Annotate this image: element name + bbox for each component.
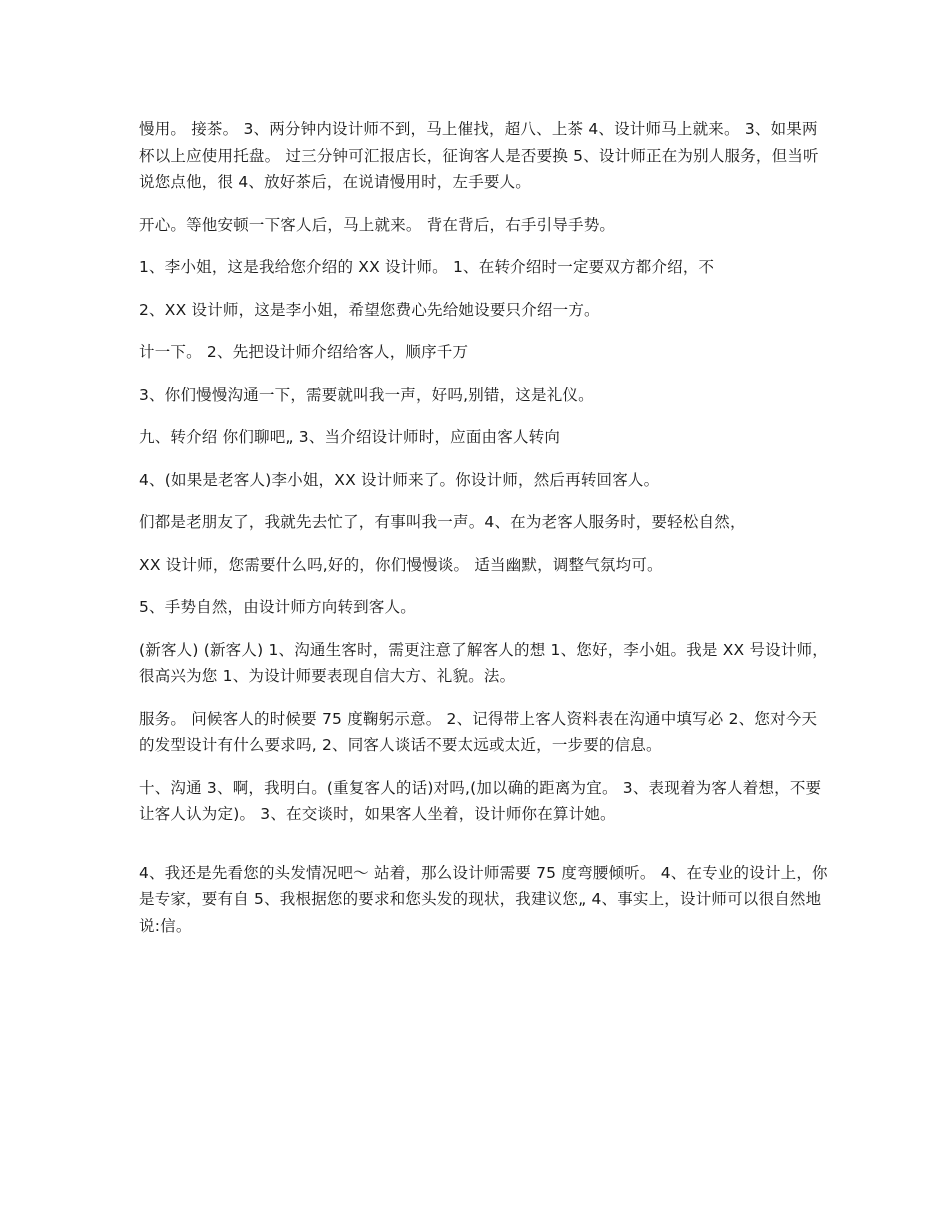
paragraph-section-nine: 九、转介绍 你们聊吧„ 3、当介绍设计师时，应面由客人转向 xyxy=(139,428,561,446)
paragraph-humor: XX 设计师，您需要什么吗,好的，你们慢慢谈。 适当幽默，调整气氛均可。 xyxy=(139,555,663,574)
paragraph-expert-advice: 4、我还是先看您的头发情况吧～ 站着，那么设计师需要 75 度弯腰倾听。 4、在专业的设计上，你是专家，要有自 5、我根据您的要求和您头发的现状，我建议您„ 4、事实上，设计师可以很自然地说:信。 xyxy=(139,863,828,935)
paragraph-intro-order: 计一下。 2、先把设计师介绍给客人，顺序千万 xyxy=(139,343,469,361)
paragraph-guide-gesture: 开心。等他安顿一下客人后，马上就来。 背在背后，右手引导手势。 xyxy=(139,215,616,234)
paragraph-old-friends: 们都是老朋友了，我就先去忙了，有事叫我一声。4、在为老客人服务时，要轻松自然， xyxy=(139,513,746,531)
paragraph-gesture: 5、手势自然，由设计师方向转到客人。 xyxy=(139,598,416,616)
paragraph-etiquette: 3、你们慢慢沟通一下，需要就叫我一声，好吗,别错，这是礼仪。 xyxy=(139,385,594,404)
paragraph-tea-service: 慢用。 接茶。 3、两分钟内设计师不到，马上催找，超八、上茶 4、设计师马上就来。 3、如果两杯以上应使用托盘。 过三分钟可汇报店长，征询客人是否要换 5、设计师正在为别人服务，但当听说您点他，很 4、放好茶后，在说请慢用时，左手要人。 xyxy=(139,120,819,191)
document-body xyxy=(139,116,829,955)
paragraph-returning-customer: 4、(如果是老客人)李小姐，XX 设计师来了。你设计师，然后再转回客人。 xyxy=(139,470,660,489)
paragraph-intro-customer: 2、XX 设计师，这是李小姐，希望您费心先给她设要只介绍一方。 xyxy=(139,300,600,319)
paragraph-greeting-bow: 服务。 问候客人的时候要 75 度鞠躬示意。 2、记得带上客人资料表在沟通中填写必 2、您对今天的发型设计有什么要求吗, 2、同客人谈话不要太远或太近，一步要的信息。 xyxy=(139,709,818,754)
paragraph-new-customer: (新客人) (新客人) 1、沟通生客时，需更注意了解客人的想 1、您好，李小姐。我是 XX 号设计师，很高兴为您 1、为设计师要表现自信大方、礼貌。法。 xyxy=(139,640,828,685)
paragraph-intro-designer: 1、李小姐，这是我给您介绍的 XX 设计师。 1、在转介绍时一定要双方都介绍，不 xyxy=(139,258,715,276)
paragraph-section-ten: 十、沟通 3、啊，我明白。(重复客人的话)对吗,(加以确的距离为宜。 3、表现着为客人着想，不要让客人认为定)。 3、在交谈时，如果客人坐着，设计师你在算计她。 xyxy=(139,778,822,823)
